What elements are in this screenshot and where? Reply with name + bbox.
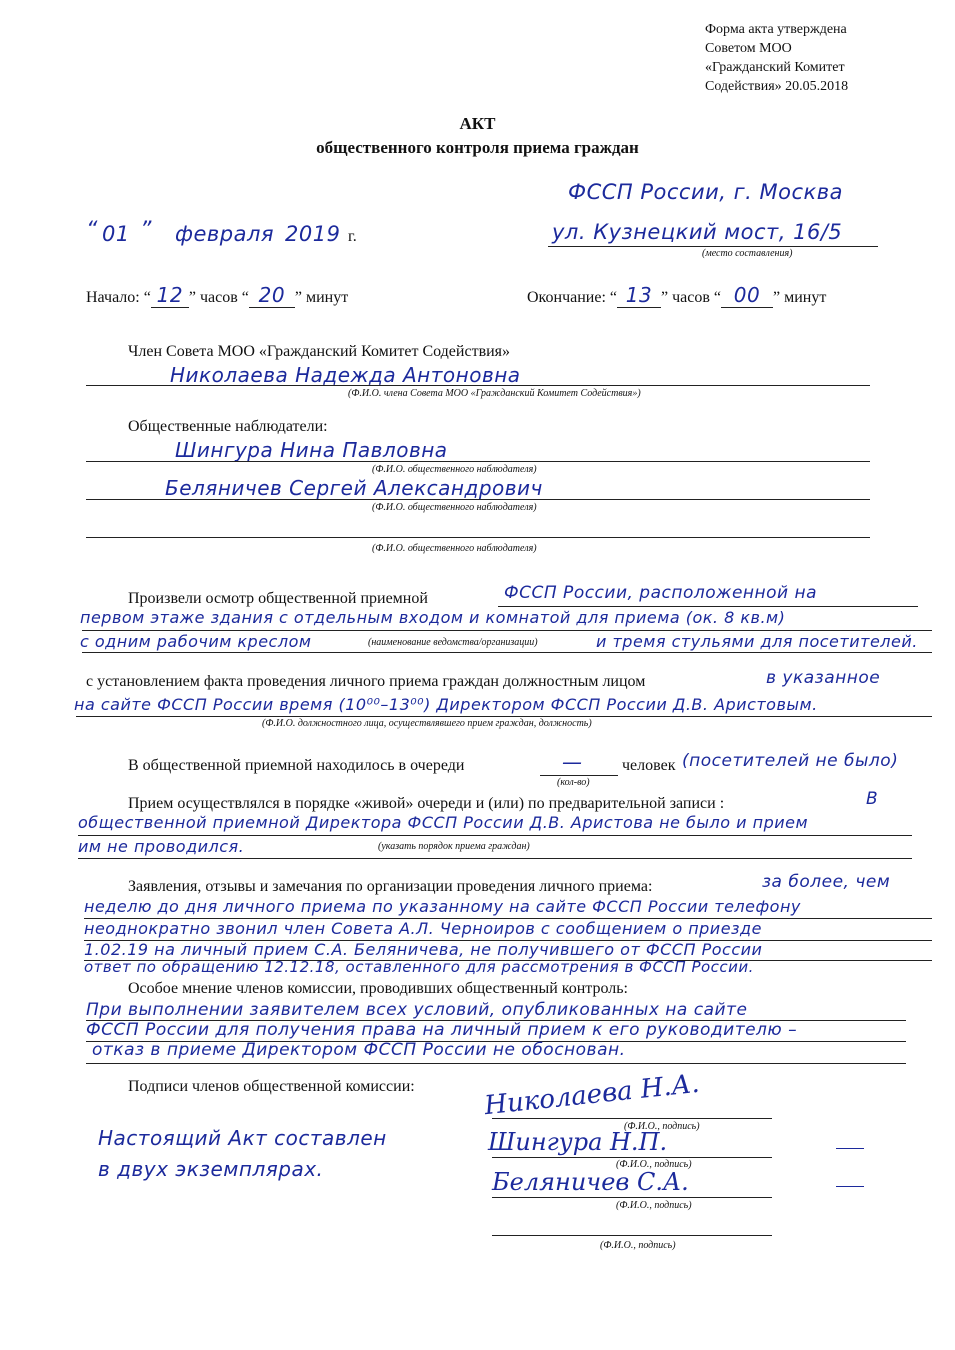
reception-value-3: им не проводился. bbox=[78, 837, 245, 856]
inspection-value-3a: с одним рабочим креслом bbox=[80, 632, 312, 651]
signature-4-caption: (Ф.И.О., подпись) bbox=[600, 1240, 676, 1251]
date-quote-close: ” bbox=[140, 218, 152, 243]
queue-unit: человек bbox=[622, 757, 676, 774]
observer-2-underline bbox=[86, 499, 870, 500]
start-hours-word: ” часов “ bbox=[188, 289, 249, 306]
date-year: 2019 bbox=[285, 222, 341, 246]
observer-3-caption: (Ф.И.О. общественного наблюдателя) bbox=[372, 543, 537, 554]
start-time bbox=[86, 283, 348, 308]
start-hour: 12 bbox=[151, 283, 189, 308]
statements-value-1: за более, чем bbox=[762, 872, 891, 892]
established-label: с установлением факта проведения личного приема граждан должностным лицом bbox=[86, 673, 646, 690]
signature-3-underline bbox=[492, 1197, 772, 1198]
statements-value-2: неделю до дня личного приема по указанному на сайте ФССП России телефону bbox=[84, 897, 801, 916]
inspection-value-3b: и тремя стульями для посетителей. bbox=[596, 632, 918, 651]
opinion-value-2: ФССП России для получения права на личный прием к его руководителю – bbox=[86, 1020, 798, 1040]
queue-label: В общественной приемной находилось в очереди bbox=[128, 757, 465, 774]
observer-1: Шингура Нина Павловна bbox=[175, 438, 448, 462]
established-value-2: на сайте ФССП России время (10⁰⁰–13⁰⁰) Директором ФССП России Д.В. Аристовым. bbox=[74, 695, 818, 714]
reception-underline-2 bbox=[78, 858, 912, 859]
statements-value-3: неоднократно звонил член Совета А.Л. Черноиров с сообщением о приезде bbox=[84, 919, 762, 938]
date-day: 01 bbox=[102, 222, 130, 246]
end-hour: 13 bbox=[617, 283, 661, 308]
member-label: Член Совета МОО «Гражданский Комитет Содействия» bbox=[128, 343, 511, 360]
start-min: 20 bbox=[249, 283, 295, 308]
date-suffix: г. bbox=[348, 228, 357, 245]
inspection-value-1: ФССП России, расположенной на bbox=[504, 583, 818, 603]
reception-value-2: общественной приемной Директора ФССП России Д.В. Аристова не было и прием bbox=[78, 813, 809, 832]
inspection-label: Произвели осмотр общественной приемной bbox=[128, 590, 428, 607]
side-dash bbox=[836, 1148, 864, 1149]
document-subtitle: общественного контроля приема граждан bbox=[316, 138, 639, 157]
document-title: АКТ bbox=[459, 114, 496, 133]
end-label: Окончание: “ bbox=[527, 289, 617, 306]
observer-3-underline bbox=[86, 537, 870, 538]
note-line-1: Настоящий Акт составлен bbox=[98, 1126, 387, 1150]
inspection-caption: (наименование ведомства/организации) bbox=[368, 637, 538, 648]
reception-value-1: В bbox=[866, 789, 879, 809]
approval-line: Советом МОО bbox=[705, 41, 792, 56]
queue-caption: (кол-во) bbox=[557, 777, 590, 788]
signature-3-caption: (Ф.И.О., подпись) bbox=[616, 1200, 692, 1211]
end-min: 00 bbox=[721, 283, 773, 308]
date-month: февраля bbox=[175, 222, 275, 246]
place-underline bbox=[548, 246, 878, 247]
observers-label: Общественные наблюдатели: bbox=[128, 418, 328, 435]
note-line-2: в двух экземплярах. bbox=[98, 1157, 324, 1181]
signature-3: Беляничев С.А. bbox=[492, 1168, 689, 1196]
signature-2: Шингура Н.П. bbox=[488, 1128, 668, 1156]
signature-2-caption: (Ф.И.О., подпись) bbox=[616, 1159, 692, 1170]
reception-underline-1 bbox=[78, 835, 912, 836]
reception-label: Прием осуществлялся в порядке «живой» очереди и (или) по предварительной записи : bbox=[128, 795, 725, 812]
end-hours-word: ” часов “ bbox=[661, 289, 722, 306]
queue-value: — bbox=[562, 750, 583, 774]
approval-line: «Гражданский Комитет bbox=[705, 60, 845, 75]
signature-2-underline bbox=[492, 1157, 772, 1158]
signatures-label: Подписи членов общественной комиссии: bbox=[128, 1078, 415, 1095]
reception-caption: (указать порядок приема граждан) bbox=[378, 841, 530, 852]
inspection-underline-3 bbox=[82, 652, 932, 653]
observer-1-caption: (Ф.И.О. общественного наблюдателя) bbox=[372, 464, 537, 475]
opinion-underline-3 bbox=[86, 1063, 906, 1064]
queue-underline bbox=[540, 775, 618, 776]
established-caption: (Ф.И.О. должностного лица, осуществлявшего прием граждан, должность) bbox=[262, 718, 592, 729]
member-value: Николаева Надежда Антоновна bbox=[170, 363, 521, 387]
inspection-underline-2 bbox=[82, 630, 932, 631]
approval-line: Содействия» 20.05.2018 bbox=[705, 79, 849, 94]
side-dash bbox=[836, 1186, 864, 1187]
statements-label: Заявления, отзывы и замечания по организации проведения личного приема: bbox=[128, 878, 653, 895]
observer-2: Беляничев Сергей Александрович bbox=[165, 476, 543, 500]
statements-value-4: 1.02.19 на личный прием С.А. Беляничева, не получившего от ФССП России bbox=[84, 940, 763, 959]
start-min-word: ” минут bbox=[294, 289, 349, 306]
inspection-underline-1 bbox=[498, 606, 918, 607]
opinion-value-1: При выполнении заявителем всех условий, опубликованных на сайте bbox=[86, 1000, 748, 1020]
signature-1-caption: (Ф.И.О., подпись) bbox=[624, 1121, 700, 1132]
end-min-word: ” минут bbox=[773, 289, 827, 306]
place-caption: (место составления) bbox=[702, 248, 793, 259]
observer-2-caption: (Ф.И.О. общественного наблюдателя) bbox=[372, 502, 537, 513]
established-underline bbox=[76, 716, 932, 717]
queue-note: (посетителей не было) bbox=[682, 751, 899, 771]
end-time bbox=[527, 283, 826, 308]
date-quote-open: “ bbox=[86, 218, 98, 243]
member-underline bbox=[86, 385, 870, 386]
statements-value-5: ответ по обращению 12.12.18, оставленного для рассмотрения в ФССП России. bbox=[84, 958, 754, 976]
opinion-value-3: отказ в приеме Директором ФССП России не обоснован. bbox=[92, 1040, 626, 1060]
opinion-label: Особое мнение членов комиссии, проводивших общественный контроль: bbox=[128, 980, 628, 997]
established-value-1: в указанное bbox=[766, 668, 881, 688]
signature-1-underline bbox=[492, 1118, 772, 1119]
start-label: Начало: “ bbox=[86, 289, 151, 306]
signature-1: Николаева Н.А. bbox=[483, 1068, 701, 1122]
approval-note bbox=[705, 20, 848, 96]
member-caption: (Ф.И.О. члена Совета МОО «Гражданский Комитет Содействия») bbox=[348, 388, 641, 399]
place-line-1: ФССП России, г. Москва bbox=[568, 180, 843, 204]
observer-1-underline bbox=[86, 461, 870, 462]
signature-4-underline bbox=[492, 1235, 772, 1236]
inspection-value-2: первом этаже здания с отдельным входом и комнатой для приема (ок. 8 кв.м) bbox=[80, 608, 786, 627]
place-line-2: ул. Кузнецкий мост, 16/5 bbox=[552, 220, 843, 244]
approval-line: Форма акта утверждена bbox=[705, 22, 847, 37]
